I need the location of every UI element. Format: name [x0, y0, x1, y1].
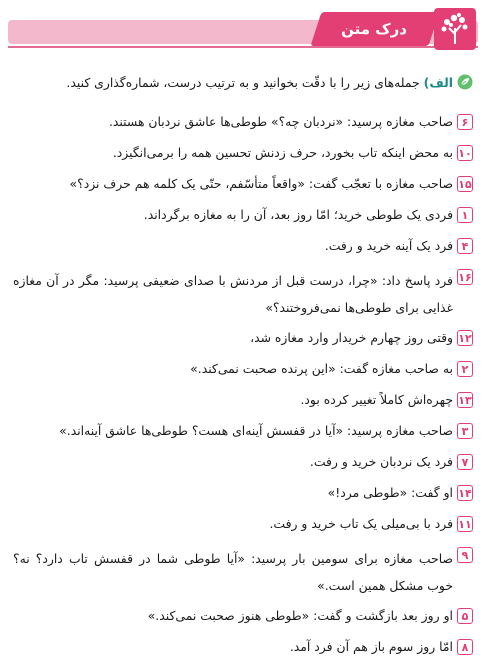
item-number: ۱۳	[458, 394, 472, 407]
item-text: امّا روز سوم باز هم آن فرد آمد.	[289, 639, 453, 654]
list-item	[13, 514, 473, 534]
item-number: ۹	[457, 547, 473, 563]
item-text: صاحب مغازه با تعجّب گفت: «واقعاً متأسّفم، حتّی یک کلمه هم حرف نزد؟»	[69, 176, 453, 191]
list-item	[13, 143, 473, 163]
item-text: صاحب مغازه پرسید: «آیا در قفسش آینه‌ای هست؟ طوطی‌ها عاشق آینه‌اند.»	[59, 423, 453, 438]
item-text: فردی یک طوطی خرید؛ امّا روز بعد، آن را به مغازه برگرداند.	[143, 207, 453, 222]
list-item	[13, 112, 473, 132]
item-text: صاحب مغازه برای سومین بار پرسید: «آیا طوطی شما در قفسش تاب دارد؟ نه؟ خوب مشکل همین است.»	[13, 551, 453, 593]
section-header	[8, 8, 478, 52]
list-item	[13, 328, 473, 348]
item-text: به صاحب مغازه گفت: «این پرنده صحبت نمی‌کند.»	[190, 361, 453, 376]
instruction-label: الف)	[423, 75, 453, 90]
instruction	[13, 72, 473, 94]
list-item	[13, 452, 473, 472]
item-text: چهره‌اش کاملاً تغییر کرده بود.	[300, 392, 453, 407]
section-title: درک متن	[341, 20, 407, 38]
item-number: ۱۰	[458, 147, 472, 160]
item-number: ۱۴	[458, 487, 472, 500]
list-item	[13, 236, 473, 256]
item-number: ۸	[457, 639, 473, 655]
list-item	[13, 359, 473, 379]
item-number: ۵	[457, 608, 473, 624]
list-item	[13, 267, 473, 321]
item-text: وقتی روز چهارم خریدار وارد مغازه شد،	[250, 330, 453, 345]
list-item	[13, 637, 473, 657]
item-text: فرد با بی‌میلی یک تاب خرید و رفت.	[269, 516, 453, 531]
list-item	[13, 483, 473, 503]
tree-icon	[434, 8, 476, 50]
item-text: او گفت: «طوطی مرد!»	[327, 485, 453, 500]
list-item	[13, 205, 473, 225]
item-text: او روز بعد بازگشت و گفت: «طوطی هنوز صحبت نمی‌کند.»	[147, 608, 453, 623]
list-item	[13, 174, 473, 194]
sentence-list	[13, 112, 473, 668]
item-number: ۳	[457, 423, 473, 439]
item-text: فرد یک آینه خرید و رفت.	[324, 238, 453, 253]
item-number: ۱۵	[458, 178, 472, 191]
list-item	[13, 421, 473, 441]
item-text: فرد پاسخ داد: «چرا، درست قبل از مردنش با صدای ضعیفی پرسید: مگر در آن مغازه غذایی برای طوطی‌ها نمی‌فروختند؟»	[13, 273, 453, 315]
item-number: ۱۶	[458, 271, 472, 284]
item-number: ۷	[457, 454, 473, 470]
leaf-icon	[457, 74, 473, 90]
item-number: ۲	[457, 361, 473, 377]
item-number: ۶	[457, 114, 473, 130]
item-number: ۱۱	[458, 518, 472, 531]
list-item	[13, 545, 473, 599]
item-number: ۴	[457, 238, 473, 254]
list-item	[13, 606, 473, 626]
item-number: ۱	[457, 207, 473, 223]
header-underline	[8, 46, 478, 48]
item-number: ۱۲	[458, 332, 472, 345]
item-text: به محض اینکه تاب بخورد، حرف زدنش تحسین همه را برمی‌انگیزد.	[112, 145, 453, 160]
list-item	[13, 390, 473, 410]
item-text: فرد یک نردبان خرید و رفت.	[309, 454, 453, 469]
item-text: صاحب مغازه پرسید: «نردبان چه؟» طوطی‌ها عاشق نردبان هستند.	[108, 114, 453, 129]
instruction-text: جمله‌های زیر را با دقّت بخوانید و به ترتیب درست، شماره‌گذاری کنید.	[66, 75, 424, 90]
